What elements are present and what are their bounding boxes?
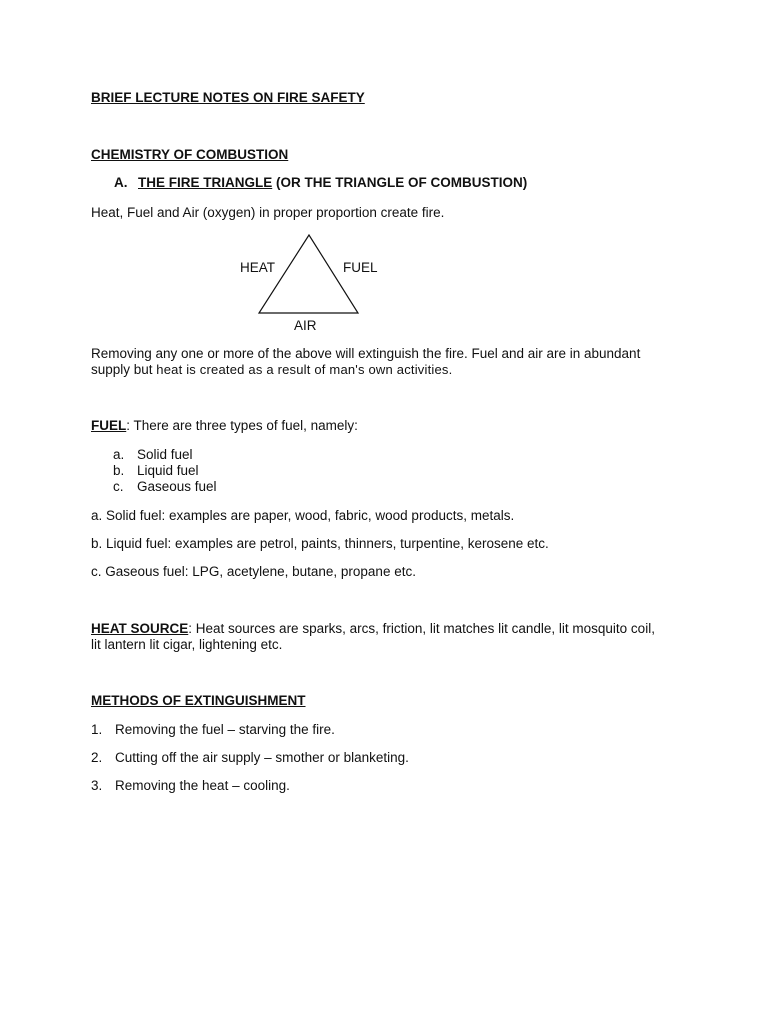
subheading-marker: A. [114, 175, 128, 190]
method-item [91, 778, 290, 794]
removing-line2-end: heat is created as a result of man's own activities. [156, 362, 453, 377]
method-marker: 1. [91, 722, 103, 737]
fuel-type-item [113, 447, 193, 463]
fuel-type-marker: b. [113, 463, 125, 478]
fuel-intro-text: : There are three types of fuel, namely: [126, 418, 358, 433]
document-title: BRIEF LECTURE NOTES ON FIRE SAFETY [91, 90, 365, 105]
heat-source-label: HEAT SOURCE [91, 621, 189, 636]
method-marker: 3. [91, 778, 103, 793]
liquid-fuel-examples: b. Liquid fuel: examples are petrol, paints, thinners, turpentine, kerosene etc. [91, 536, 549, 551]
fire-triangle-term: THE FIRE TRIANGLE [138, 175, 273, 190]
method-text: Cutting off the air supply – smother or blanketing. [115, 750, 409, 765]
triangle-label-fuel: FUEL [343, 260, 378, 275]
gaseous-fuel-examples: c. Gaseous fuel: LPG, acetylene, butane, propane etc. [91, 564, 416, 579]
method-text: Removing the heat – cooling. [115, 778, 290, 793]
methods-heading: METHODS OF EXTINGUISHMENT [91, 693, 306, 708]
removing-paragraph-line2 [91, 362, 452, 378]
method-item [91, 750, 409, 766]
heat-source-line2: lit lantern lit cigar, lightening etc. [91, 637, 283, 652]
method-text: Removing the fuel – starving the fire. [115, 722, 335, 737]
triangle-label-heat: HEAT [240, 260, 276, 275]
fuel-type-item [113, 463, 199, 479]
fuel-label: FUEL [91, 418, 127, 433]
fuel-type-label: Liquid fuel [137, 463, 199, 478]
solid-fuel-examples: a. Solid fuel: examples are paper, wood, fabric, wood products, metals. [91, 508, 515, 523]
chemistry-heading: CHEMISTRY OF COMBUSTION [91, 147, 289, 162]
heat-source-text: : Heat sources are sparks, arcs, friction, lit matches lit candle, lit mosquito coil, [188, 621, 655, 636]
triangle-label-air: AIR [294, 318, 317, 333]
removing-paragraph-line1: Removing any one or more of the above will extinguish the fire. Fuel and air are in abundant [91, 346, 641, 361]
fuel-type-item [113, 479, 217, 495]
method-item [91, 722, 335, 738]
fire-triangle-intro: Heat, Fuel and Air (oxygen) in proper proportion create fire. [91, 205, 445, 220]
fuel-intro [91, 418, 358, 434]
method-marker: 2. [91, 750, 103, 765]
fuel-type-marker: c. [113, 479, 124, 494]
fuel-type-label: Gaseous fuel [137, 479, 217, 494]
fuel-type-label: Solid fuel [137, 447, 193, 462]
subheading-rest: (OR THE TRIANGLE OF COMBUSTION) [272, 175, 528, 190]
heat-source-line1 [91, 621, 655, 637]
fuel-type-marker: a. [113, 447, 125, 462]
removing-line2-start: supply but [91, 362, 157, 377]
